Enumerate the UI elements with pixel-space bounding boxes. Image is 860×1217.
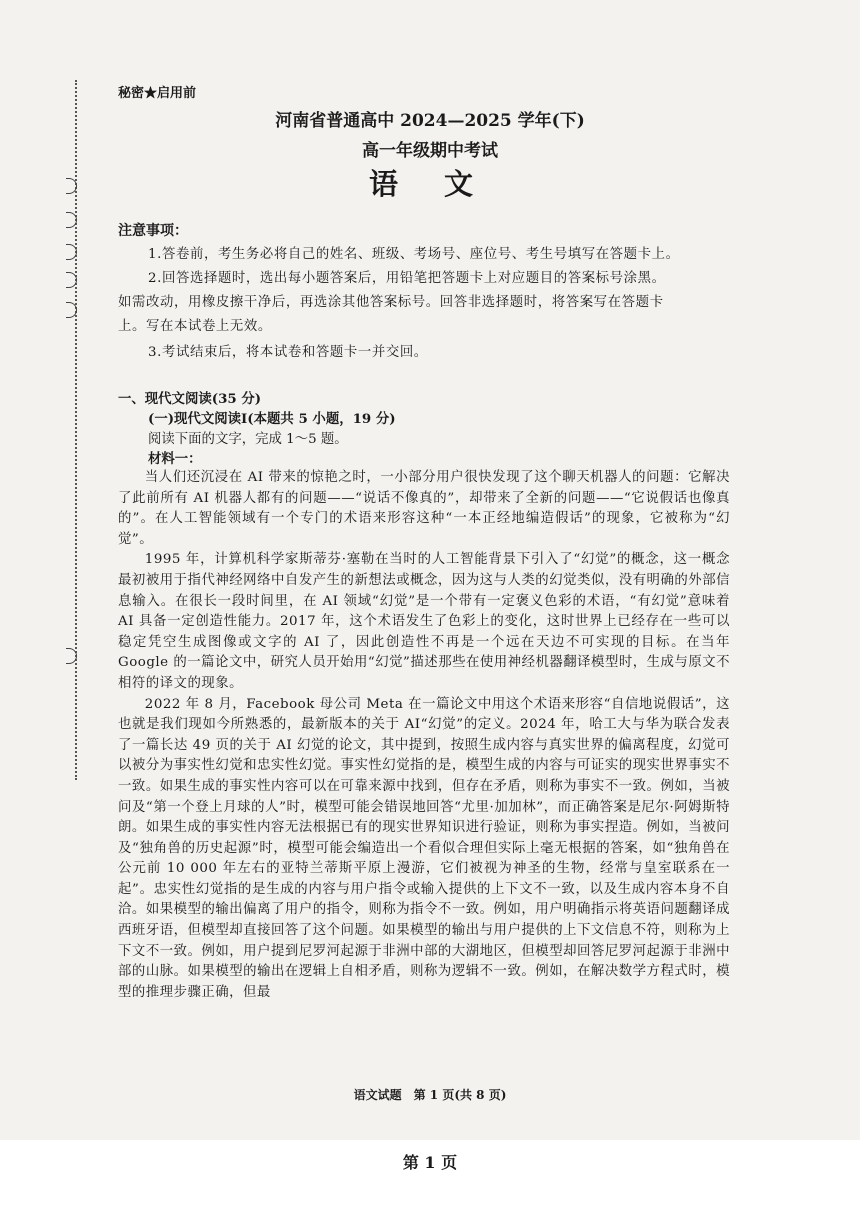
subject-title: 语 文 <box>368 167 492 201</box>
material-body <box>118 468 730 1003</box>
exam-title: 河南省普通高中 2024—2025 学年(下) <box>275 111 585 131</box>
notice-item: 上。写在本试卷上无效。 <box>118 319 272 334</box>
page-number: 第 1 页 <box>402 1153 458 1172</box>
notice-item: 3.考试结束后，将本试卷和答题卡一并交回。 <box>148 345 428 360</box>
subsection-title: (一)现代文阅读Ⅰ(本题共 5 小题，19 分) <box>148 411 396 427</box>
section-title: 一、现代文阅读(35 分) <box>118 391 262 407</box>
exam-subtitle: 高一年级期中考试 <box>362 141 498 161</box>
notice-item: 2.回答选择题时，选出每小题答案后，用铅笔把答题卡上对应题目的答案标号涂黑。 <box>148 271 666 286</box>
notice-item: 如需改动，用橡皮擦干净后，再选涂其他答案标号。回答非选择题时，将答案写在答题卡 <box>118 295 664 310</box>
material-paragraph: 当人们还沉浸在 AI 带来的惊艳之时，一小部分用户很快发现了这个聊天机器人的问题：它解决了此前所有 AI 机器人都有的问题——“说话不像真的”，却带来了全新的问题——“它说假话也像真的”。在人工智能领域有一个专门的术语来形容这种“一本正经地编造假话”的现象，它被称为“幻觉”。 <box>118 470 730 547</box>
page-footer: 语文试题 第 1 页(共 8 页) <box>353 1088 507 1102</box>
notice-title: 注意事项： <box>118 223 188 239</box>
material-paragraph: 1995 年，计算机科学家斯蒂芬·塞勒在当时的人工智能背景下引入了“幻觉”的概念，这一概念最初被用于指代神经网络中自发产生的新想法或概念，因为这与人类的幻觉类似，没有明确的外部信息输入。在很长一段时间里，在 AI 领域“幻觉”是一个带有一定褒义色彩的术语，“有幻觉”意味着 AI 具备一定创造性能力。2017 年，这个术语发生了色彩上的变化，这时世界上已经存在一些可以稳定凭空生成图像或文字的 AI 了，因此创造性不再是一个远在天边不可实现的目标。在当年 Google 的一篇论文中，研究人员开始用“幻觉”描述那些在使用神经机器翻译模型时，生成与原文不相符的译文的现象。 <box>118 552 730 691</box>
secret-label: 秘密★启用前 <box>118 86 197 101</box>
reading-instruction: 阅读下面的文字，完成 1～5 题。 <box>148 432 348 447</box>
material-paragraph: 2022 年 8 月，Facebook 母公司 Meta 在一篇论文中用这个术语来形容“自信地说假话”，这也就是我们现如今所熟悉的，最新版本的关于 AI“幻觉”的定义。2024 年，哈工大与华为联合发表了一篇长达 49 页的关于 AI 幻觉的论文，其中提到，按照生成内容与真实世界的偏离程度，幻觉可以被分为事实性幻觉和忠实性幻觉。事实性幻觉指的是，模型生成的内容与可证实的现实世界事实不一致。如果生成的事实性内容可以在可靠来源中找到，但存在矛盾，则称为事实不一致。例如，当被问及“第一个登上月球的人”时，模型可能会错误地回答“尤里·加加林”，而正确答案是尼尔·阿姆斯特朗。如果生成的事实性内容无法根据已有的现实世界知识进行验证，则称为事实捏造。例如，当被问及“独角兽的历史起源”时，模型可能会编造出一个看似合理但实际上毫无根据的答案，如“独角兽在公元前 10 000 年左右的亚特兰蒂斯平原上漫游，它们被视为神圣的生物，经常与皇室联系在一起”。忠实性幻觉指的是生成的内容与用户指令或输入提供的上下文不一致，以及生成内容本身不自洽。如果模型的输出偏离了用户的指令，则称为指令不一致。例如，用户明确指示将英语问题翻译成西班牙语，但模型却直接回答了这个问题。如果模型的输出与用户提供的上下文信息不符，则称为上下文不一致。例如，用户提到尼罗河起源于非洲中部的大湖地区，但模型却回答尼罗河起源于非洲中部的山脉。如果模型的输出在逻辑上自相矛盾，则称为逻辑不一致。例如，在解决数学方程式时，模型的推理步骤正确，但最 <box>118 696 730 1000</box>
material-label: 材料一： <box>148 451 202 467</box>
notice-item: 1.答卷前，考生务必将自己的姓名、班级、考场号、座位号、考生号填写在答题卡上。 <box>148 247 680 262</box>
